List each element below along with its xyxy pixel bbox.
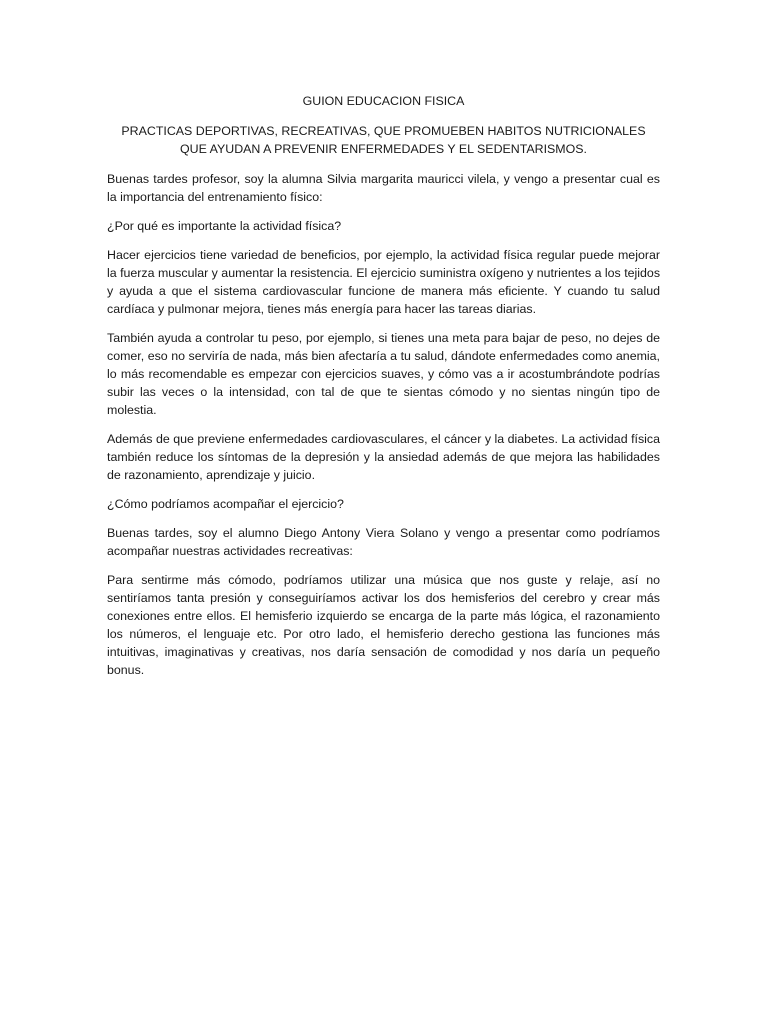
document-title: GUION EDUCACION FISICA [302, 94, 465, 108]
question-heading: ¿Por qué es importante la actividad física? [107, 219, 342, 233]
document-body [107, 92, 660, 690]
question-heading: ¿Cómo podríamos acompañar el ejercicio? [107, 497, 344, 511]
weight-paragraph: También ayuda a controlar tu peso, por ejemplo, si tienes una meta para bajar de peso, no dejes de comer, eso no serviría de nada, más bien afectaría a tu salud, dándote enfermedades como anemia, lo más recomendable es empezar con ejercicios suaves, y cómo vas a ir acostumbrándote podrías subir las veces o la intensidad, con tal de que te sientas cómodo y no sientas ningún tipo de molestia. [107, 331, 660, 417]
second-intro-paragraph: Buenas tardes, soy el alumno Diego Antony Viera Solano y vengo a presentar como podríamos acompañar nuestras actividades recreativas: [107, 526, 660, 558]
intro-paragraph: Buenas tardes profesor, soy la alumna Silvia margarita mauricci vilela, y vengo a presentar cual es la importancia del entrenamiento físico: [107, 172, 660, 204]
music-paragraph: Para sentirme más cómodo, podríamos utilizar una música que nos guste y relaje, así no sentiríamos tanta presión y conseguiríamos activar los dos hemisferios del cerebro y crear más conexiones entre ellos. El hemisferio izquierdo se encarga de la parte más lógica, el razonamiento los números, el lenguaje etc. Por otro lado, el hemisferio derecho gestiona las funciones más intuitivas, imaginativas y creativas, nos daría sensación de comodidad y nos daría un pequeño bonus. [107, 573, 660, 677]
document-subtitle: PRACTICAS DEPORTIVAS, RECREATIVAS, QUE PROMUEBEN HABITOS NUTRICIONALES QUE AYUDAN A PREVENIR ENFERMEDADES Y EL SEDENTARISMOS. [121, 124, 646, 156]
prevention-paragraph: Además de que previene enfermedades cardiovasculares, el cáncer y la diabetes. La actividad física también reduce los síntomas de la depresión y la ansiedad además de que mejora las habilidades de razonamiento, aprendizaje y juicio. [107, 432, 660, 482]
benefits-paragraph: Hacer ejercicios tiene variedad de beneficios, por ejemplo, la actividad física regular puede mejorar la fuerza muscular y aumentar la resistencia. El ejercicio suministra oxígeno y nutrientes a los tejidos y ayuda a que el sistema cardiovascular funcione de manera más eficiente. Y cuando tu salud cardíaca y pulmonar mejora, tienes más energía para hacer las tareas diarias. [107, 248, 661, 316]
